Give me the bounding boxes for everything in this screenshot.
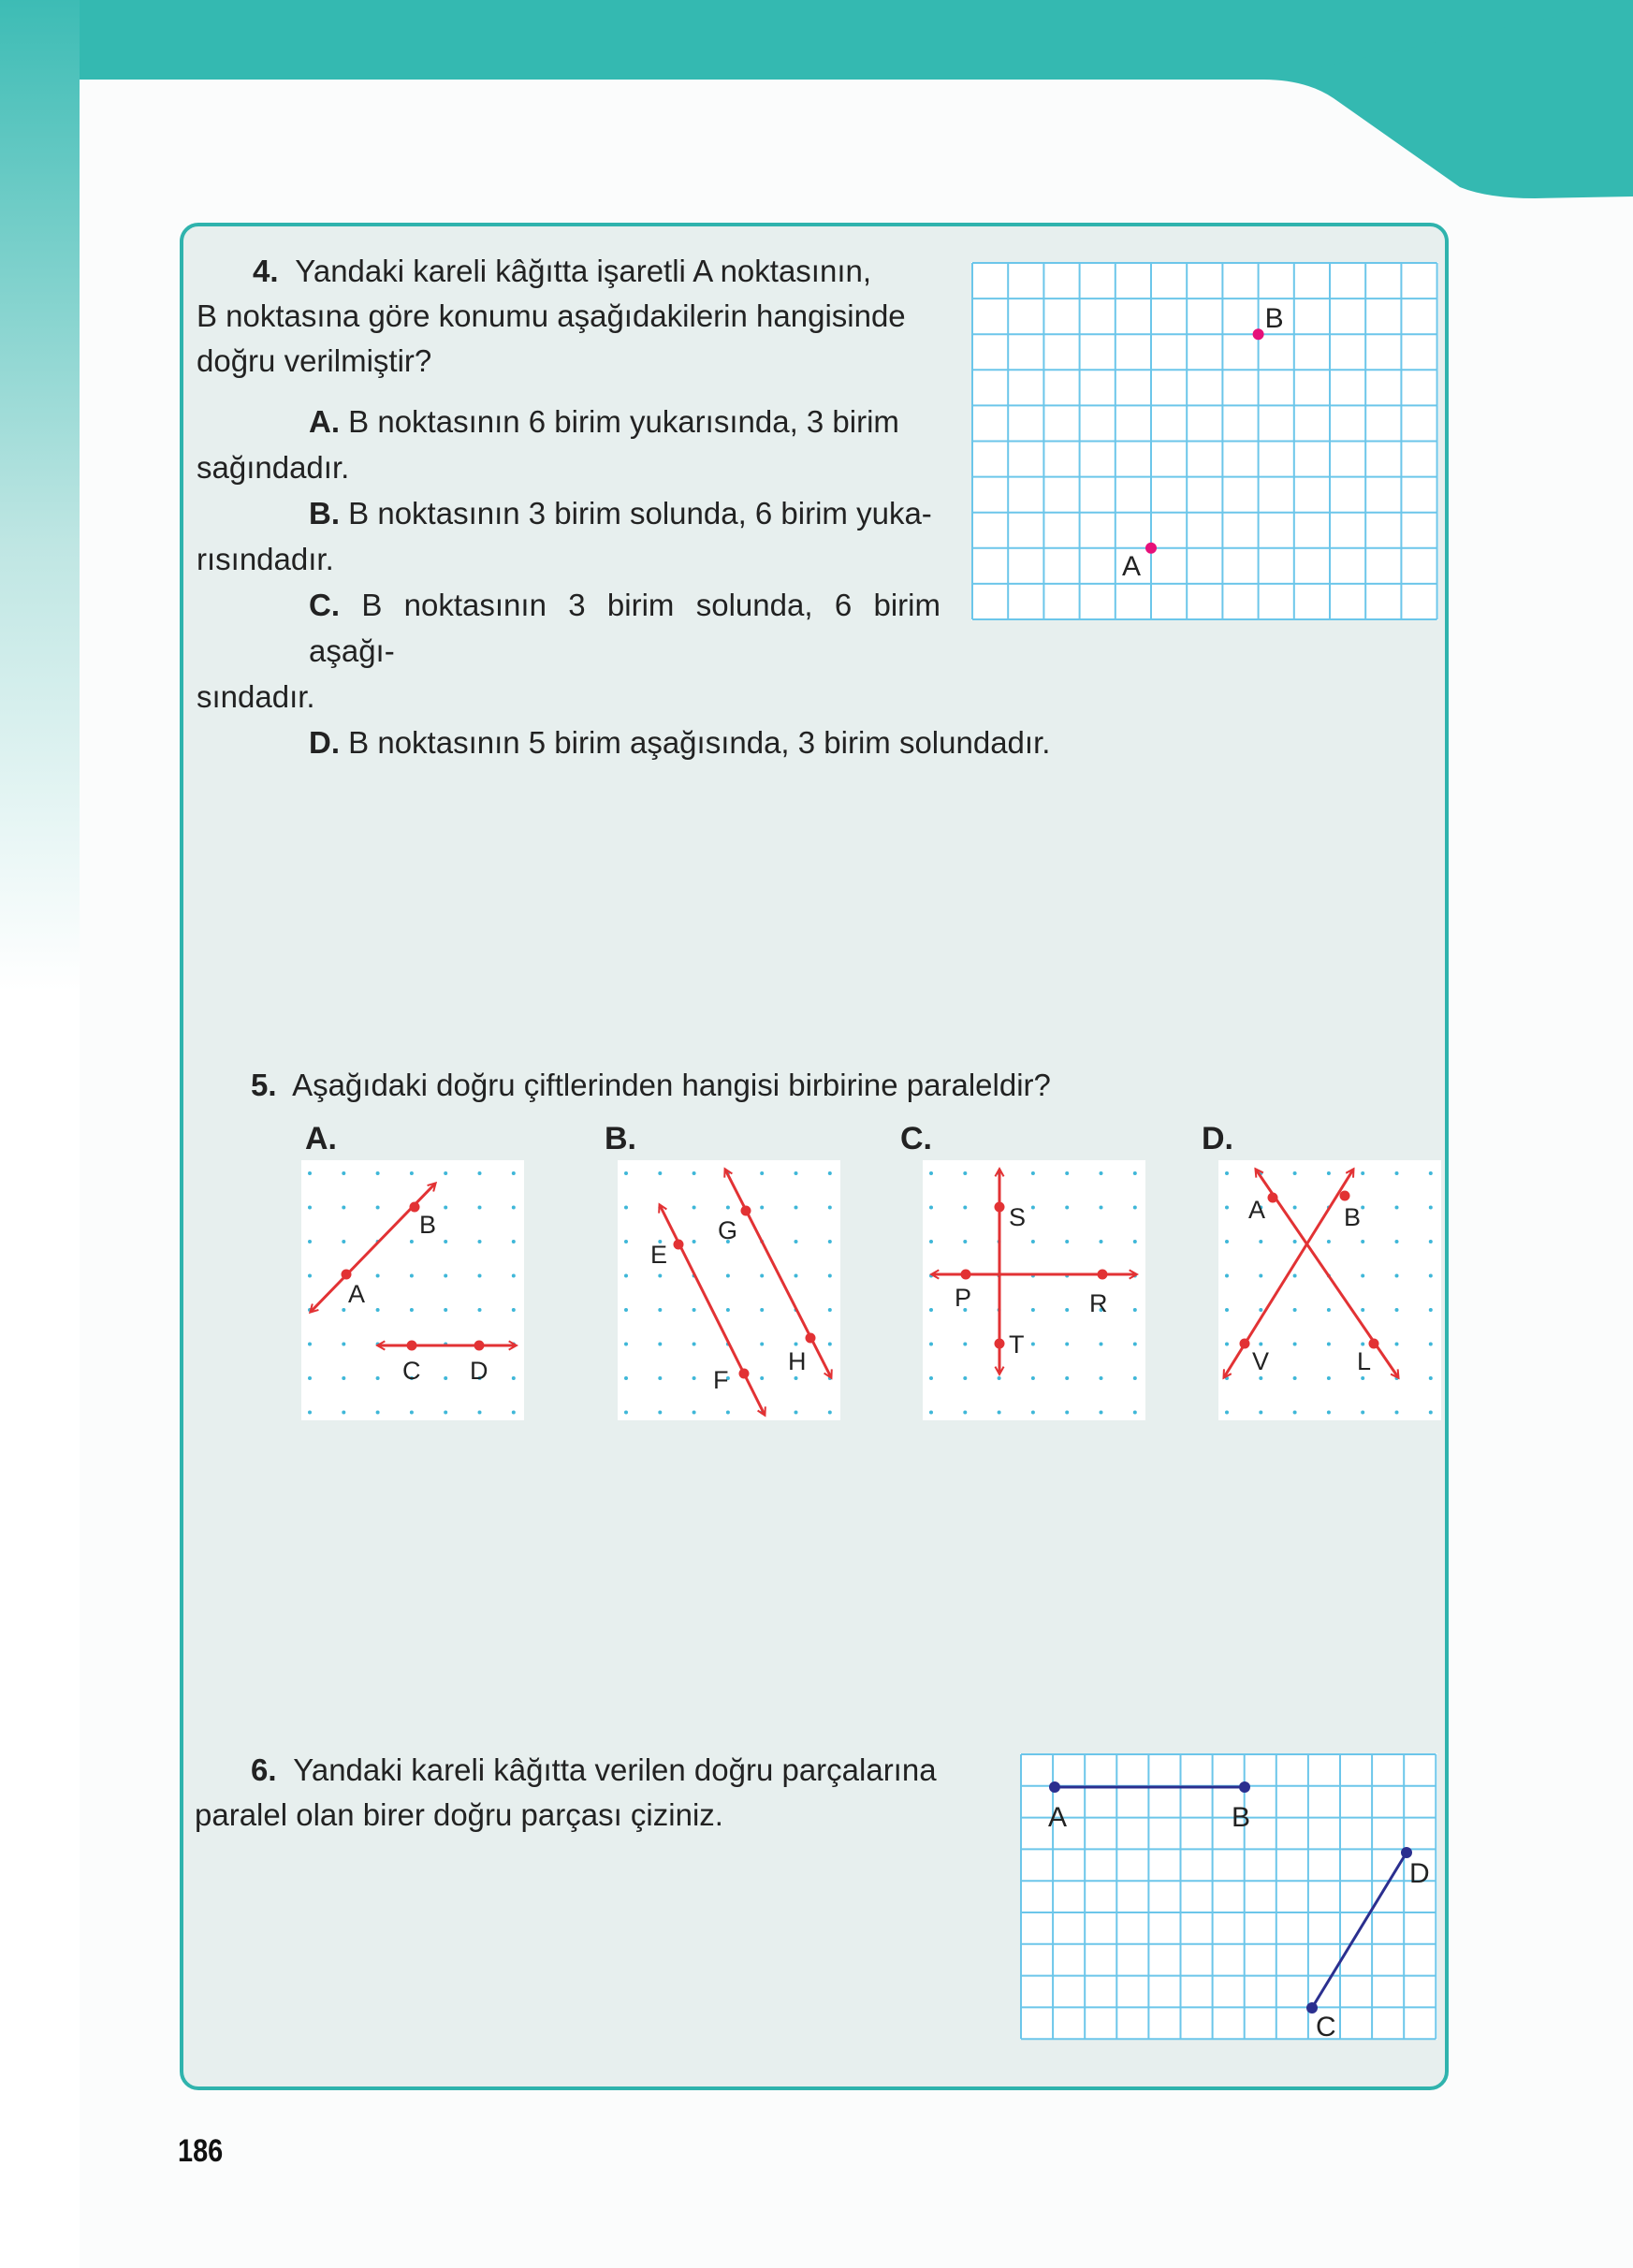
grid-dot — [929, 1240, 933, 1243]
grid-dot — [760, 1308, 764, 1312]
grid-dot — [795, 1206, 798, 1210]
grid-dot — [1395, 1343, 1399, 1346]
grid-dot — [1259, 1411, 1262, 1415]
label-a: A — [1248, 1196, 1266, 1224]
grid-dot — [828, 1343, 832, 1346]
grid-dot — [658, 1274, 662, 1278]
grid-dot — [693, 1343, 696, 1346]
grid-dot — [963, 1171, 967, 1175]
grid-dot — [1395, 1206, 1399, 1210]
q4-stem-line3: doğru verilmiştir? — [197, 343, 432, 378]
grid-dot — [478, 1171, 482, 1175]
point-s — [995, 1202, 1005, 1213]
grid-dot — [1259, 1274, 1262, 1278]
grid-dot — [1225, 1171, 1229, 1175]
grid-dot — [1100, 1171, 1103, 1175]
label-c: C — [402, 1357, 421, 1385]
grid-dot — [828, 1308, 832, 1312]
label-g: G — [718, 1216, 738, 1244]
q5-figure-d — [1218, 1160, 1441, 1420]
grid-dot — [1429, 1274, 1433, 1278]
grid-dot — [1327, 1308, 1331, 1312]
label-l: L — [1357, 1347, 1372, 1375]
grid-dot — [1065, 1171, 1069, 1175]
grid-dot — [1065, 1343, 1069, 1346]
point-a — [1268, 1193, 1278, 1203]
point-d — [474, 1341, 485, 1351]
q6-grid — [1020, 1753, 1439, 2043]
grid-dot — [658, 1343, 662, 1346]
grid-dot — [828, 1206, 832, 1210]
grid-dot — [624, 1206, 628, 1210]
grid-dot — [444, 1274, 447, 1278]
point-b — [1340, 1191, 1350, 1201]
grid-dot — [726, 1206, 730, 1210]
grid-dot — [1361, 1308, 1364, 1312]
label-p: P — [955, 1284, 972, 1312]
grid-dot — [342, 1206, 345, 1210]
grid-dot — [963, 1240, 967, 1243]
q5-stem-text: Aşağıdaki doğru çiftlerinden hangisi birbirine paraleldir? — [292, 1068, 1051, 1102]
grid-dot — [1225, 1240, 1229, 1243]
q4-option-a-letter: A. — [309, 404, 340, 439]
grid-dot — [1065, 1308, 1069, 1312]
point-a-label: A — [1122, 550, 1142, 582]
grid-dot — [342, 1240, 345, 1243]
grid-dot — [1133, 1308, 1137, 1312]
point-b — [1239, 1781, 1250, 1793]
grid-dot — [342, 1171, 345, 1175]
grid-dot — [1327, 1343, 1331, 1346]
grid-dot — [1100, 1376, 1103, 1380]
grid-dot — [1065, 1411, 1069, 1415]
grid-dot — [963, 1411, 967, 1415]
grid-dot — [795, 1274, 798, 1278]
grid-dot — [1031, 1376, 1035, 1380]
grid-dot — [512, 1274, 516, 1278]
grid-dot — [308, 1411, 312, 1415]
label-d: D — [1409, 1858, 1430, 1889]
point-a — [1049, 1781, 1060, 1793]
label-b: B — [419, 1211, 437, 1239]
grid-dot — [624, 1376, 628, 1380]
grid-dot — [1225, 1343, 1229, 1346]
grid-dot — [1031, 1343, 1035, 1346]
point-b — [410, 1202, 420, 1213]
grid-dot — [1031, 1411, 1035, 1415]
grid-dot — [1225, 1411, 1229, 1415]
grid-dot — [308, 1240, 312, 1243]
grid-dot — [1225, 1274, 1229, 1278]
grid-dot — [478, 1274, 482, 1278]
grid-dot — [1395, 1171, 1399, 1175]
grid-dot — [512, 1240, 516, 1243]
grid-dot — [929, 1411, 933, 1415]
grid-dot — [726, 1411, 730, 1415]
grid-dot — [929, 1343, 933, 1346]
grid-dot — [760, 1343, 764, 1346]
grid-dot — [1361, 1240, 1364, 1243]
grid-dot — [658, 1411, 662, 1415]
grid-dot — [444, 1240, 447, 1243]
grid-dot — [658, 1376, 662, 1380]
label-d: D — [470, 1357, 488, 1385]
q4-option-a-text1: B noktasının 6 birim yukarısında, 3 birim — [348, 404, 899, 439]
label-h: H — [788, 1347, 807, 1375]
q4-number: 4. — [253, 254, 279, 288]
q5-option-b-letter[interactable]: B. — [605, 1121, 636, 1156]
grid-dot — [726, 1308, 730, 1312]
q6-number: 6. — [251, 1752, 277, 1787]
q5-figure-c — [923, 1160, 1145, 1420]
grid-dot — [1100, 1343, 1103, 1346]
grid-dot — [410, 1274, 414, 1278]
grid-dot — [1429, 1343, 1433, 1346]
grid-dot — [998, 1376, 1001, 1380]
q4-option-c-letter: C. — [309, 588, 340, 622]
grid-dot — [478, 1240, 482, 1243]
label-a: A — [348, 1280, 366, 1308]
grid-dot — [1395, 1308, 1399, 1312]
q4-option-b-text1: B noktasının 3 birim solunda, 6 birim yuka- — [348, 496, 932, 531]
grid-dot — [693, 1308, 696, 1312]
q5-figure-a — [301, 1160, 524, 1420]
q4-option-a-text2: sağındadır. — [197, 450, 350, 485]
grid-dot — [376, 1376, 380, 1380]
grid-dot — [963, 1376, 967, 1380]
q5-figure-b — [618, 1160, 840, 1420]
grid-dot — [1293, 1171, 1297, 1175]
grid-dot — [1361, 1343, 1364, 1346]
grid-dot — [1395, 1411, 1399, 1415]
label-v: V — [1252, 1347, 1270, 1375]
grid-dot — [410, 1308, 414, 1312]
grid-dot — [795, 1376, 798, 1380]
label-a: A — [1048, 1802, 1068, 1833]
grid-dot — [342, 1343, 345, 1346]
grid-dot — [1259, 1343, 1262, 1346]
grid-dot — [760, 1171, 764, 1175]
grid-dot — [512, 1376, 516, 1380]
point-b-label: B — [1264, 303, 1284, 335]
q5-option-c-letter[interactable]: C. — [900, 1121, 932, 1156]
q4-option-d-text: B noktasının 5 birim aşağısında, 3 birim solundadır. — [348, 725, 1051, 760]
grid-dot — [1259, 1240, 1262, 1243]
grid-dot — [1429, 1206, 1433, 1210]
grid-dot — [308, 1274, 312, 1278]
grid-dot — [760, 1206, 764, 1210]
grid-dot — [308, 1206, 312, 1210]
grid-dot — [1327, 1240, 1331, 1243]
point-h — [806, 1333, 816, 1344]
q4-option-c-text2: sındadır. — [197, 679, 315, 714]
grid-dot — [1259, 1308, 1262, 1312]
grid-dot — [478, 1206, 482, 1210]
grid-dot — [1031, 1171, 1035, 1175]
grid-dot — [342, 1376, 345, 1380]
grid-dot — [1429, 1171, 1433, 1175]
q4-option-c-text1: B noktasının 3 birim solunda, 6 birim aşağı- — [309, 588, 940, 668]
point-f — [739, 1369, 750, 1379]
grid-dot — [1293, 1411, 1297, 1415]
grid-dot — [342, 1308, 345, 1312]
grid-dot — [828, 1411, 832, 1415]
point-c — [407, 1341, 417, 1351]
grid-dot — [376, 1411, 380, 1415]
grid-dot — [1065, 1206, 1069, 1210]
grid-dot — [658, 1308, 662, 1312]
grid-dot — [1327, 1376, 1331, 1380]
grid-dot — [693, 1376, 696, 1380]
grid-dot — [1429, 1376, 1433, 1380]
q4-option-b-letter: B. — [309, 496, 340, 531]
page-number: 186 — [178, 2133, 224, 2169]
grid-dot — [410, 1171, 414, 1175]
grid-dot — [624, 1274, 628, 1278]
q4-stem-line1: Yandaki kareli kâğıtta işaretli A noktasının, — [295, 254, 872, 288]
label-c: C — [1316, 2012, 1336, 2043]
grid-dot — [1293, 1343, 1297, 1346]
grid-dot — [1293, 1274, 1297, 1278]
grid-dot — [1031, 1308, 1035, 1312]
grid-dot — [1031, 1206, 1035, 1210]
grid-dot — [512, 1308, 516, 1312]
grid-dot — [1293, 1206, 1297, 1210]
label-e: E — [650, 1241, 668, 1269]
label-b: B — [1232, 1802, 1251, 1833]
grid-dot — [693, 1206, 696, 1210]
grid-dot — [658, 1171, 662, 1175]
grid-dot — [1225, 1308, 1229, 1312]
grid-dot — [512, 1411, 516, 1415]
grid-dot — [1293, 1308, 1297, 1312]
label-f: F — [713, 1366, 729, 1394]
grid-dot — [1361, 1171, 1364, 1175]
q4-stem-line2: B noktasına göre konumu aşağıdakilerin hangisinde — [197, 298, 906, 333]
grid-dot — [376, 1274, 380, 1278]
grid-dot — [1065, 1376, 1069, 1380]
grid-dot — [478, 1411, 482, 1415]
grid-dot — [1133, 1411, 1137, 1415]
grid-dot — [624, 1171, 628, 1175]
point-r — [1098, 1270, 1108, 1280]
grid-dot — [376, 1206, 380, 1210]
grid-dot — [478, 1308, 482, 1312]
grid-dot — [376, 1308, 380, 1312]
grid-dot — [512, 1206, 516, 1210]
grid-dot — [929, 1308, 933, 1312]
grid-dot — [1361, 1206, 1364, 1210]
grid-dot — [1133, 1171, 1137, 1175]
grid-dot — [1100, 1206, 1103, 1210]
grid-dot — [1429, 1240, 1433, 1243]
grid-dot — [444, 1171, 447, 1175]
grid-dot — [1293, 1240, 1297, 1243]
grid-dot — [1133, 1206, 1137, 1210]
q4-option-d-letter: D. — [309, 725, 340, 760]
grid-dot — [1429, 1411, 1433, 1415]
label-b: B — [1344, 1203, 1362, 1231]
grid-dot — [410, 1411, 414, 1415]
point-e — [674, 1240, 684, 1250]
grid-dot — [444, 1206, 447, 1210]
grid-dot — [998, 1411, 1001, 1415]
grid-dot — [308, 1376, 312, 1380]
point-d — [1401, 1847, 1412, 1858]
q6-stem — [195, 1748, 953, 1838]
q5-number: 5. — [251, 1068, 277, 1102]
grid-dot — [624, 1308, 628, 1312]
label-s: S — [1009, 1203, 1027, 1231]
grid-dot — [1395, 1274, 1399, 1278]
grid-dot — [512, 1171, 516, 1175]
grid-dot — [308, 1171, 312, 1175]
grid-dot — [1361, 1376, 1364, 1380]
grid-dot — [1031, 1240, 1035, 1243]
q6-stem-line1: Yandaki kareli kâğıtta verilen doğru parçalarına — [293, 1752, 937, 1787]
grid-dot — [624, 1343, 628, 1346]
grid-dot — [929, 1206, 933, 1210]
grid-dot — [444, 1411, 447, 1415]
grid-dot — [1225, 1206, 1229, 1210]
grid-dot — [929, 1376, 933, 1380]
grid-dot — [1133, 1240, 1137, 1243]
grid-dot — [693, 1411, 696, 1415]
grid-dot — [693, 1171, 696, 1175]
grid-dot — [795, 1411, 798, 1415]
grid-dot — [1133, 1376, 1137, 1380]
grid-dot — [1100, 1411, 1103, 1415]
q4-option-b-text2: rısındadır. — [197, 542, 334, 576]
q5-option-d-letter[interactable]: D. — [1202, 1121, 1233, 1156]
grid-dot — [1327, 1411, 1331, 1415]
grid-dot — [693, 1240, 696, 1243]
point-p — [961, 1270, 971, 1280]
grid-dot — [1361, 1274, 1364, 1278]
grid-dot — [624, 1240, 628, 1243]
grid-dot — [1429, 1308, 1433, 1312]
grid-dot — [760, 1274, 764, 1278]
label-r: R — [1089, 1289, 1108, 1317]
grid-dot — [795, 1343, 798, 1346]
point-v — [1240, 1339, 1250, 1349]
point-t — [995, 1339, 1005, 1349]
grid-dot — [1293, 1376, 1297, 1380]
grid-dot — [963, 1206, 967, 1210]
q5-option-a-letter[interactable]: A. — [305, 1121, 337, 1156]
grid-dot — [444, 1308, 447, 1312]
grid-dot — [929, 1171, 933, 1175]
grid-dot — [760, 1376, 764, 1380]
grid-dot — [376, 1171, 380, 1175]
point-g — [741, 1206, 751, 1216]
grid-dot — [828, 1240, 832, 1243]
grid-dot — [828, 1171, 832, 1175]
grid-dot — [1133, 1343, 1137, 1346]
grid-dot — [795, 1171, 798, 1175]
grid-dot — [726, 1274, 730, 1278]
label-t: T — [1009, 1330, 1025, 1359]
grid-dot — [1065, 1240, 1069, 1243]
grid-dot — [828, 1274, 832, 1278]
grid-dot — [963, 1343, 967, 1346]
point-a — [342, 1270, 352, 1280]
q6-stem-line2: paralel olan birer doğru parçası çiziniz. — [195, 1797, 723, 1832]
grid-dot — [1259, 1376, 1262, 1380]
grid-dot — [1395, 1240, 1399, 1243]
grid-dot — [1327, 1171, 1331, 1175]
grid-dot — [624, 1411, 628, 1415]
grid-dot — [410, 1240, 414, 1243]
grid-dot — [1100, 1240, 1103, 1243]
grid-dot — [308, 1343, 312, 1346]
grid-dot — [795, 1240, 798, 1243]
grid-dot — [1361, 1411, 1364, 1415]
grid-dot — [444, 1376, 447, 1380]
grid-dot — [342, 1411, 345, 1415]
